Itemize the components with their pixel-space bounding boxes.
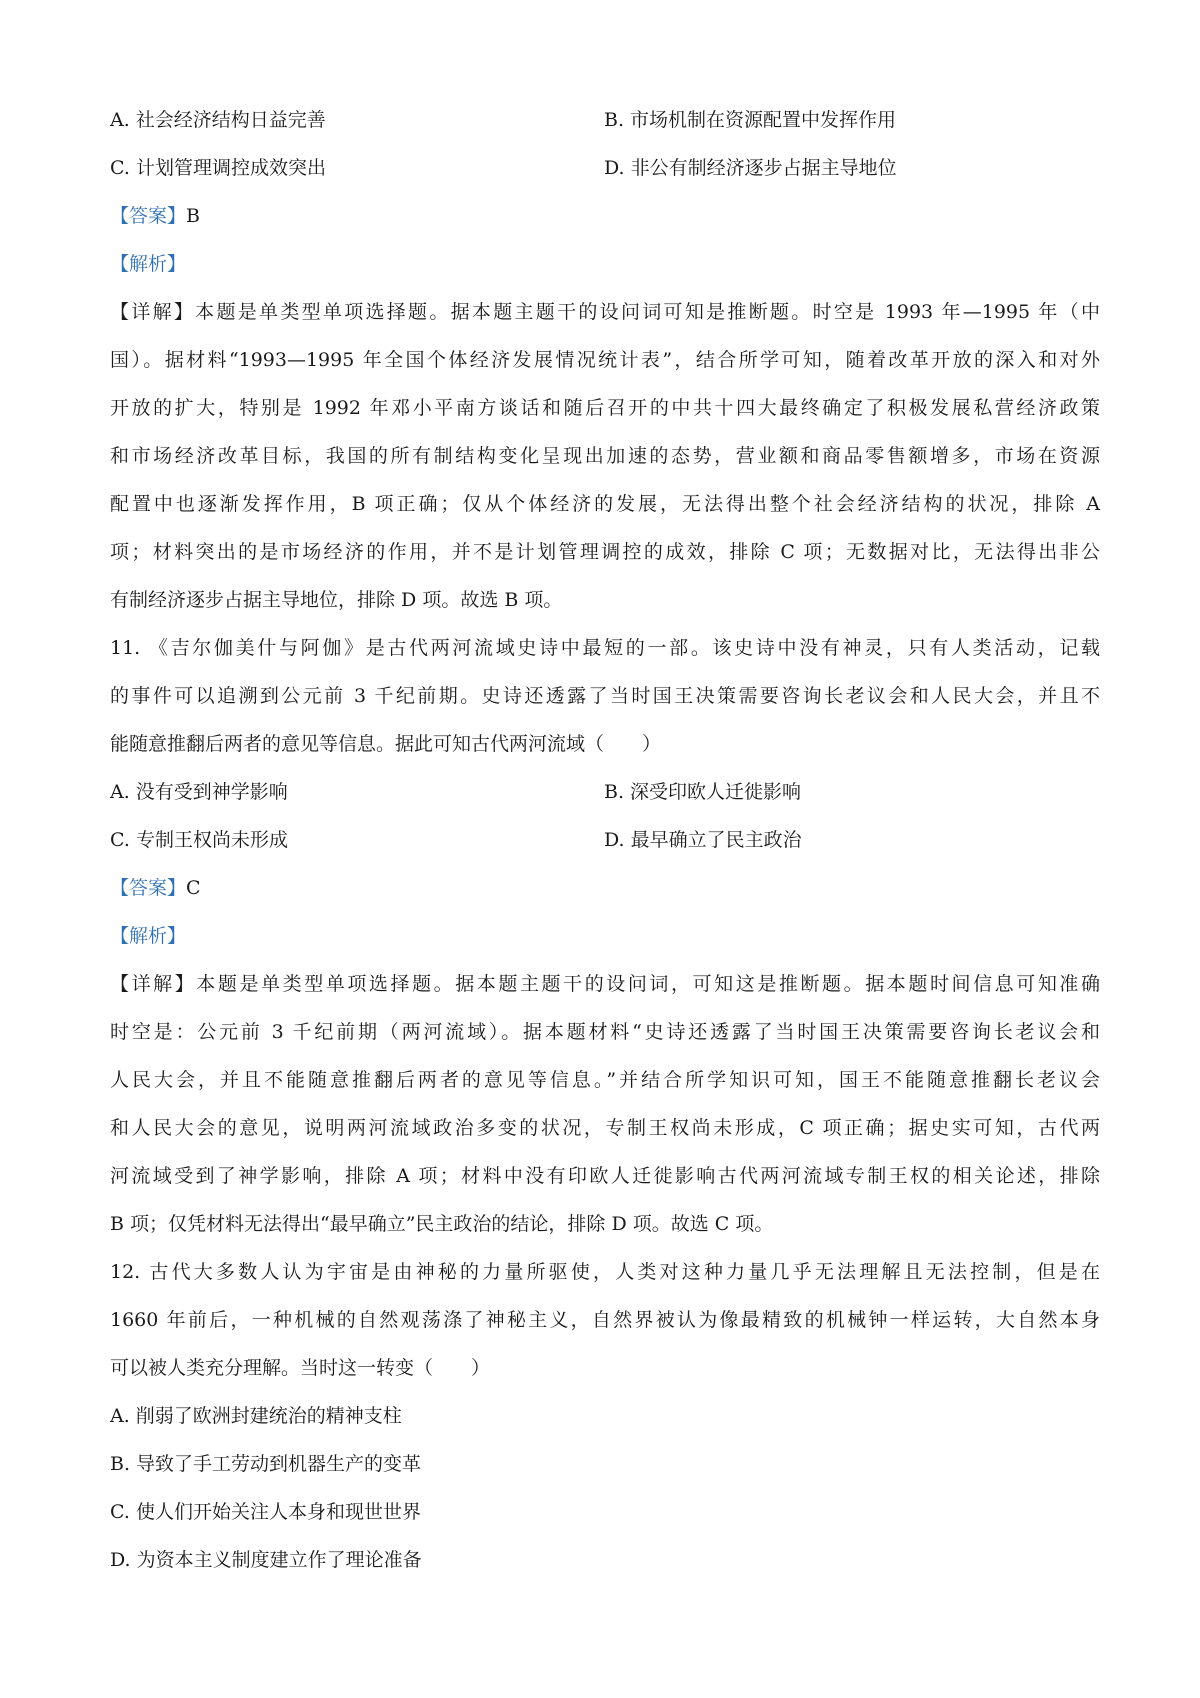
q10-detail-line: 国）。据材料“1993—1995 年全国个体经济发展情况统计表”，结合所学可知，随着改革开放的深入和对外 bbox=[110, 349, 1100, 371]
q10-answer-value: B bbox=[186, 205, 200, 227]
q12-stem-line: 12. 古代大多数人认为宇宙是由神秘的力量所驱使，人类对这种力量几乎无法理解且无法控制，但是在 bbox=[110, 1261, 1100, 1283]
q11-option-b: B. 深受印欧人迁徙影响 bbox=[604, 781, 802, 803]
q11-stem-line: 的事件可以追溯到公元前 3 千纪前期。史诗还透露了当时国王决策需要咨询长老议会和人民大会，并且不 bbox=[110, 685, 1100, 707]
q12-option-d: D. 为资本主义制度建立作了理论准备 bbox=[110, 1549, 422, 1571]
q10-detail-line: 有制经济逐步占据主导地位，排除 D 项。故选 B 项。 bbox=[110, 589, 563, 611]
q10-option-d: D. 非公有制经济逐步占据主导地位 bbox=[604, 157, 897, 179]
q11-option-c: C. 专制王权尚未形成 bbox=[110, 829, 288, 851]
q11-detail-line: B 项；仅凭材料无法得出“最早确立”民主政治的结论，排除 D 项。故选 C 项。 bbox=[110, 1213, 774, 1235]
q10-detail-line: 【详解】本题是单类型单项选择题。据本题主题干的设问词可知是推断题。时空是 1993 年—1995 年（中 bbox=[110, 301, 1100, 323]
q11-detail-line: 时空是：公元前 3 千纪前期（两河流域）。据本题材料“史诗还透露了当时国王决策需要咨询长老议会和 bbox=[110, 1021, 1100, 1043]
q11-stem bbox=[110, 624, 1100, 768]
q12-stem-line: 1660 年前后，一种机械的自然观荡涤了神秘主义，自然界被认为像最精致的机械钟一样运转，大自然本身 bbox=[110, 1309, 1100, 1331]
q10-option-a: A. 社会经济结构日益完善 bbox=[110, 109, 326, 131]
q11-options-row-2 bbox=[110, 816, 1100, 864]
q11-detail-line: 【详解】本题是单类型单项选择题。据本题主题干的设问词，可知这是推断题。据本题时间信息可知准确 bbox=[110, 973, 1100, 995]
q11-options-row-1 bbox=[110, 768, 1100, 816]
q12-stem-line: 可以被人类充分理解。当时这一转变（ ） bbox=[110, 1357, 491, 1379]
q10-detail-line: 配置中也逐渐发挥作用，B 项正确；仅从个体经济的发展，无法得出整个社会经济结构的状况，排除 A bbox=[110, 493, 1100, 515]
q11-answer bbox=[110, 864, 1100, 912]
q11-answer-tag: 【答案】 bbox=[110, 877, 187, 899]
q10-analysis-tag: 【解析】 bbox=[110, 253, 187, 275]
q11-answer-value: C bbox=[186, 877, 201, 899]
q11-stem-line: 11. 《吉尔伽美什与阿伽》是古代两河流域史诗中最短的一部。该史诗中没有神灵，只有人类活动，记载 bbox=[110, 637, 1100, 659]
q10-answer-tag: 【答案】 bbox=[110, 205, 187, 227]
q12-option-a: A. 削弱了欧洲封建统治的精神支柱 bbox=[110, 1405, 402, 1427]
q10-detail-line: 和市场经济改革目标，我国的所有制结构变化呈现出加速的态势，营业额和商品零售额增多，市场在资源 bbox=[110, 445, 1100, 467]
q11-stem-line: 能随意推翻后两者的意见等信息。据此可知古代两河流域（ ） bbox=[110, 733, 662, 755]
q10-option-b: B. 市场机制在资源配置中发挥作用 bbox=[604, 109, 897, 131]
q10-analysis bbox=[110, 240, 1100, 288]
q10-detail bbox=[110, 288, 1100, 624]
q11-option-a: A. 没有受到神学影响 bbox=[110, 781, 288, 803]
q11-analysis-tag: 【解析】 bbox=[110, 925, 187, 947]
q11-detail-line: 人民大会，并且不能随意推翻后两者的意见等信息。”并结合所学知识可知，国王不能随意推翻长老议会 bbox=[110, 1069, 1100, 1091]
q11-detail bbox=[110, 960, 1100, 1248]
q11-option-d: D. 最早确立了民主政治 bbox=[604, 829, 802, 851]
q11-detail-line: 河流域受到了神学影响，排除 A 项；材料中没有印欧人迁徙影响古代两河流域专制王权的相关论述，排除 bbox=[110, 1165, 1100, 1187]
q12-option-b: B. 导致了手工劳动到机器生产的变革 bbox=[110, 1453, 422, 1475]
q11-detail-line: 和人民大会的意见，说明两河流域政治多变的状况，专制王权尚未形成，C 项正确；据史实可知，古代两 bbox=[110, 1117, 1100, 1139]
document-page bbox=[110, 96, 1100, 1584]
q10-options-row-2 bbox=[110, 144, 1100, 192]
q10-detail-line: 项；材料突出的是市场经济的作用，并不是计划管理调控的成效，排除 C 项；无数据对比，无法得出非公 bbox=[110, 541, 1100, 563]
q12-stem bbox=[110, 1248, 1100, 1392]
q10-options-row-1 bbox=[110, 96, 1100, 144]
q10-option-c: C. 计划管理调控成效突出 bbox=[110, 157, 326, 179]
q10-answer bbox=[110, 192, 1100, 240]
q10-detail-line: 开放的扩大，特别是 1992 年邓小平南方谈话和随后召开的中共十四大最终确定了积极发展私营经济政策 bbox=[110, 397, 1100, 419]
q11-analysis bbox=[110, 912, 1100, 960]
q12-option-c: C. 使人们开始关注人本身和现世世界 bbox=[110, 1501, 421, 1523]
